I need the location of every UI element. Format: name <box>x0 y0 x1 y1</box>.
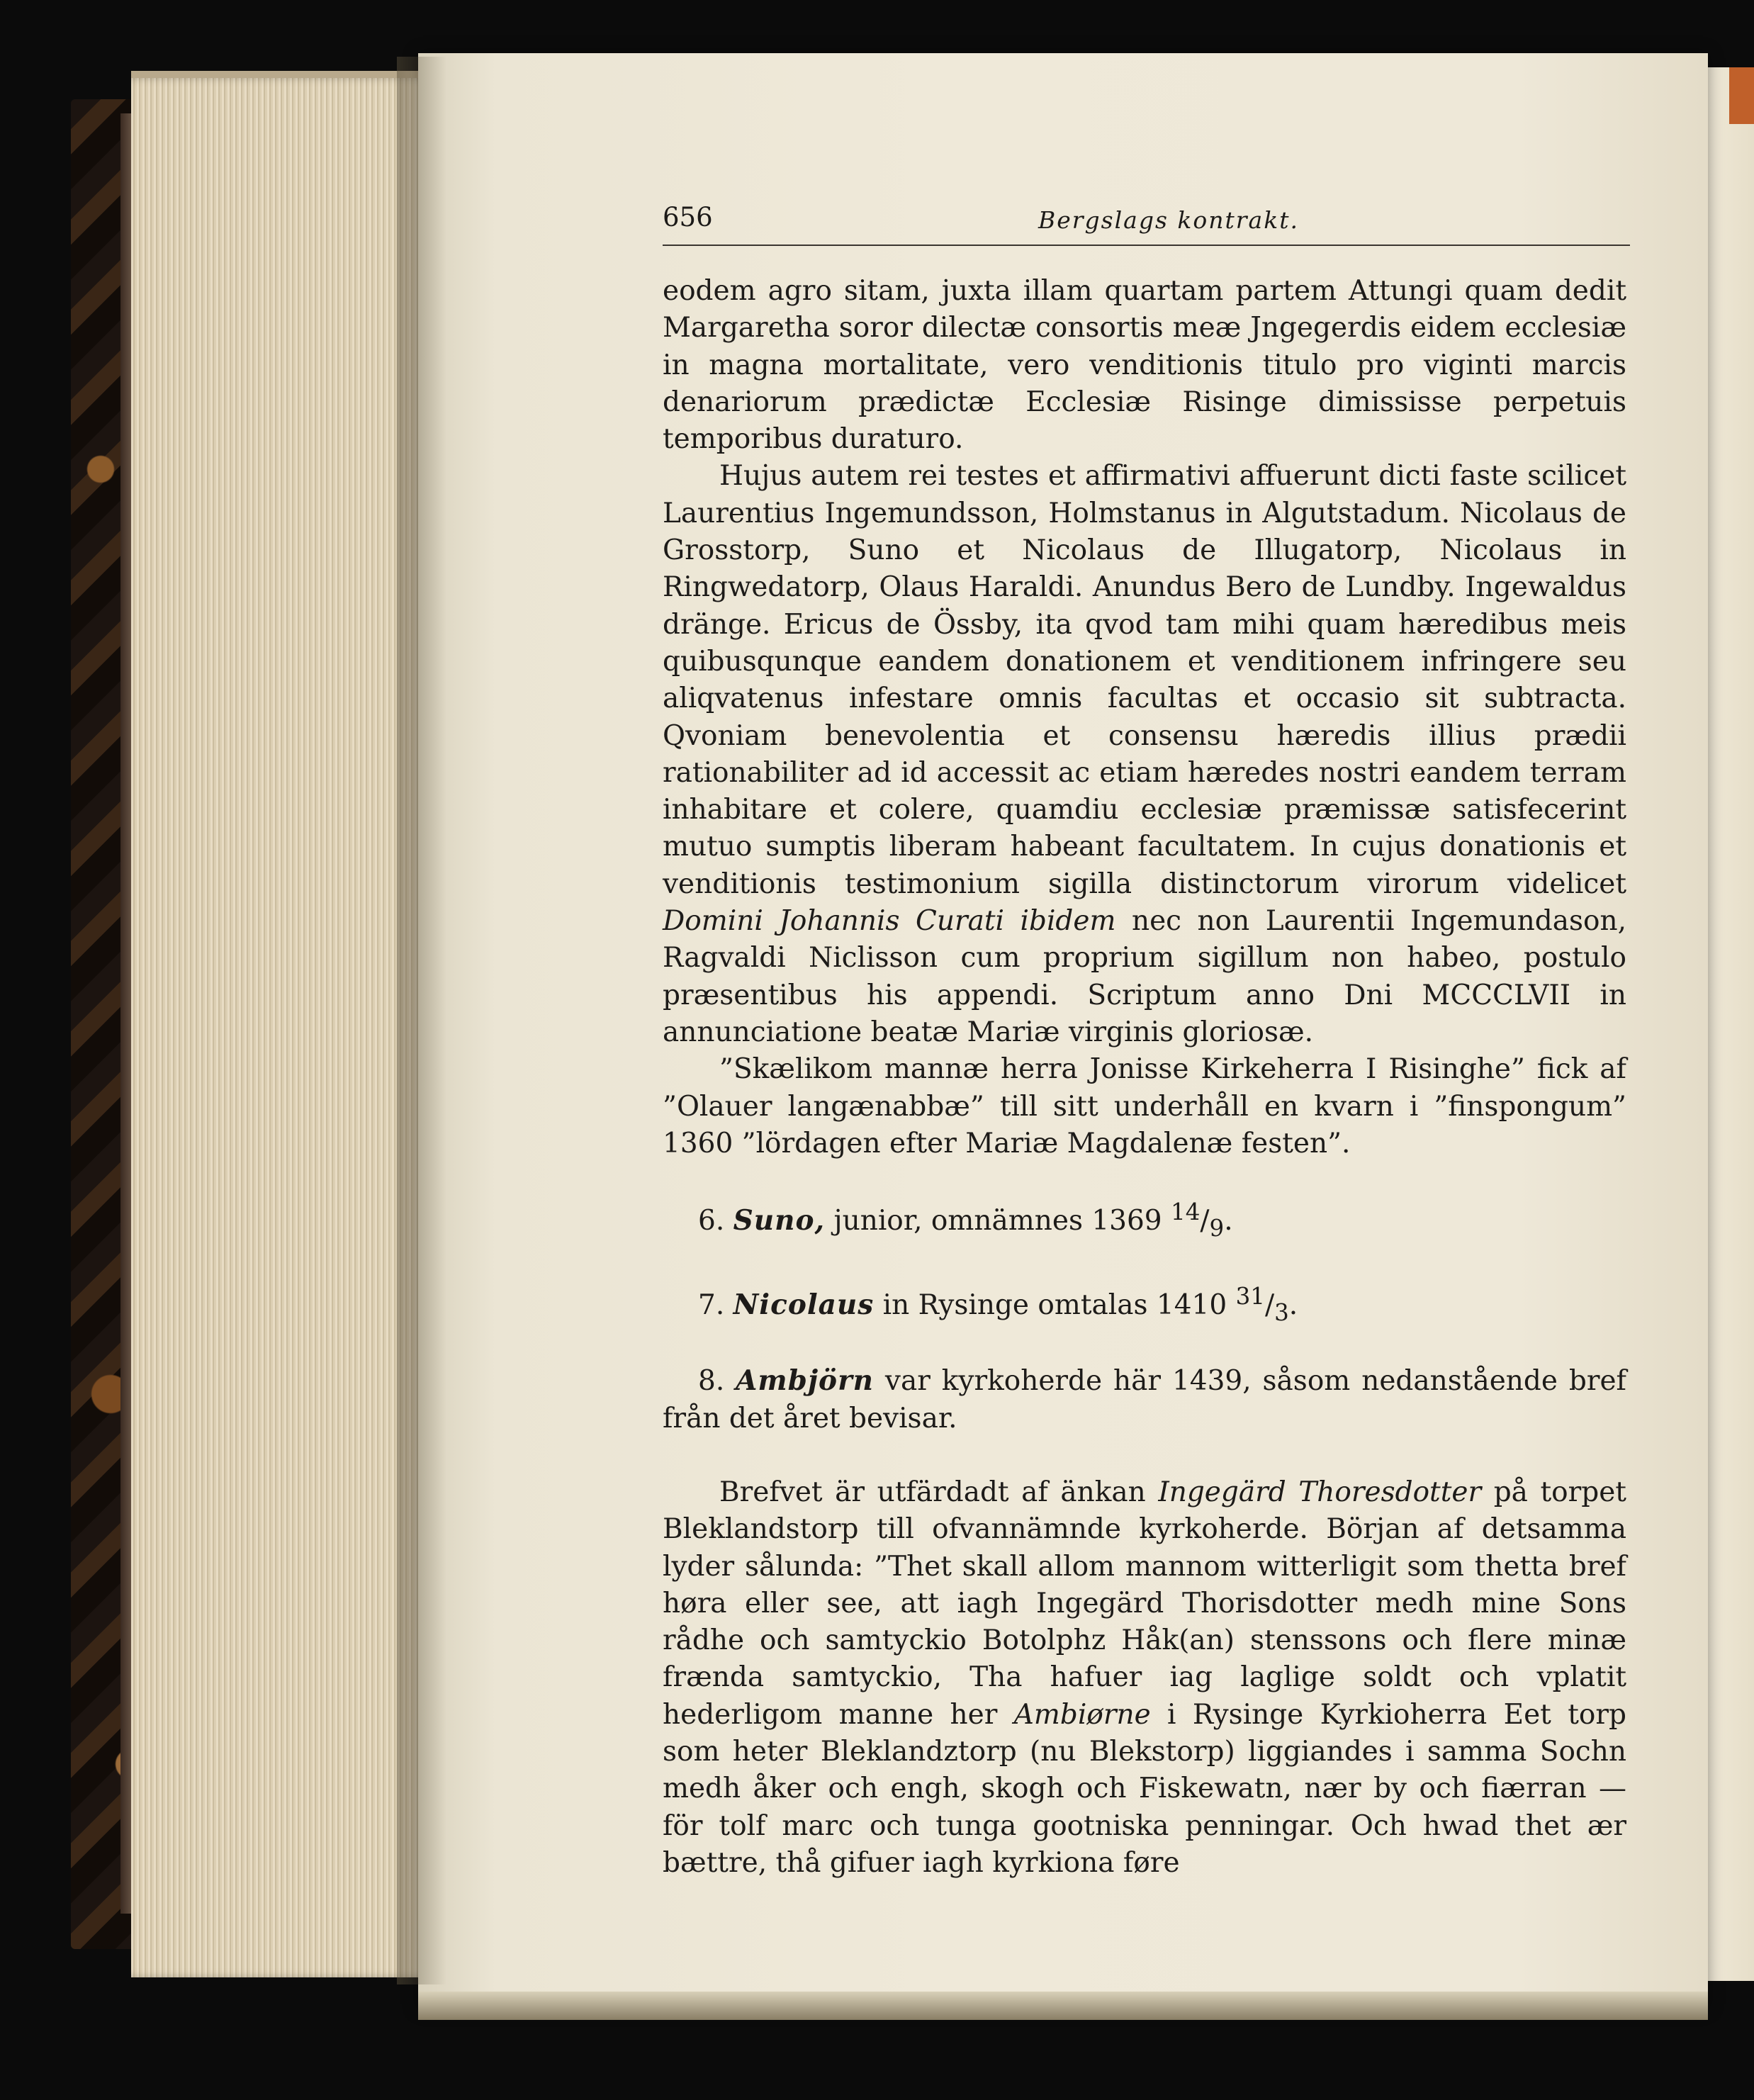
page-number: 656 <box>663 202 713 232</box>
letter-middle: på torpet Bleklandstorp till ofvannämnde kyrkoherde. Början af detsamma lyder sålunda: ”Thet skall allom mannom witterligit som thetta bref høra eller see, att iagh Ingegärd Thorisdotter medh mine Sons rådhe och samtyckio Botolphz Håk(an) stenssons och flere minæ frænda samtyckio, Tha hafuer iag laglige soldt och vplatit hederligom manne her <box>663 1476 1626 1731</box>
paragraph-2-end: nec non Laurentii Ingemundason, Ragvaldi Niclisson cum proprium sigillum non habeo, postulo præsentibus his appendi. Scriptum anno Dni MCCCLVII in annunciatione beatæ Mariæ virginis gloriosæ. <box>663 905 1626 1048</box>
page-bottom-edge <box>418 1992 1708 2020</box>
page-header <box>663 202 1630 246</box>
entry-6: 6. Suno, junior, omnämnes 1369 $^{14}/_9$. <box>698 1198 1233 1242</box>
entry-number: 8. <box>698 1365 725 1398</box>
entry-number: 7. <box>698 1289 725 1322</box>
letter-end: i Rysinge Kyrkioherra Eet torp som heter Bleklandztorp (nu Blekstorp) liggiandes i samma Sochn medh åker och engh, skogh och Fiskewatn, nær by och fiærran — för tolf marc och tunga gootniska penningar. Och hwad thet ær bættre, thå gifuer iagh kyrkiona føre <box>663 1698 1626 1879</box>
entry-7: 7. Nicolaus in Rysinge omtalas 1410 $^{31}/_3$. <box>698 1283 1298 1327</box>
entry-date-sup: 14 <box>1171 1198 1201 1226</box>
page-gutter <box>397 57 446 1984</box>
letter-name-italic: Ingegärd Thoresdotter <box>1158 1476 1482 1508</box>
entry-8 <box>663 1362 1626 1437</box>
paragraph-2-italic: Domini Johannis Curati ibidem <box>663 905 1116 938</box>
letter-paragraph <box>663 1474 1626 1882</box>
entry-name: Suno, <box>733 1204 826 1237</box>
running-title: Bergslags kontrakt. <box>1038 206 1299 234</box>
entry-text: junior, omnämnes 1369 <box>833 1205 1162 1237</box>
entry-name: Nicolaus <box>733 1288 875 1322</box>
page-body <box>663 273 1626 1882</box>
page-edges <box>131 78 436 1977</box>
paragraph-1: eodem agro sitam, juxta illam quartam partem Attungi quam dedit Margaretha soror dilectæ consortis meæ Jngegerdis eidem ecclesiæ in magna mortalitate, vero venditionis titulo pro viginti marcis denariorum prædictæ Ecclesiæ Risinge dimississe perpetuis temporibus duraturo. <box>663 275 1626 456</box>
entry-tail: . <box>1288 1289 1298 1322</box>
entry-name: Ambjörn <box>736 1364 874 1398</box>
entry-date-sub: 3 <box>1274 1299 1289 1327</box>
letter-start: Brefvet är utfärdadt af änkan <box>719 1476 1146 1508</box>
entry-date-sup: 31 <box>1235 1283 1265 1310</box>
entry-text: in Rysinge omtalas 1410 <box>882 1289 1227 1322</box>
paragraph-3: ”Skælikom mannæ herra Jonisse Kirkeherra I Risinghe” fick af ”Olauer langænabbæ” till sitt underhåll en kvarn i ”finspongum” 1360 ”lördagen efter Mariæ Magdalenæ festen”. <box>663 1053 1626 1160</box>
entry-date-sub: 9 <box>1209 1214 1225 1242</box>
paragraph-2 <box>663 458 1626 1051</box>
entry-tail: . <box>1224 1205 1233 1237</box>
entry-text: var kyrkoherde här 1439, såsom nedanstående bref från det året bevisar. <box>663 1365 1626 1434</box>
paragraph-2-text: Hujus autem rei testes et affirmativi affuerunt dicti faste scilicet Laurentius Ingemundsson, Holmstanus in Algutstadum. Nicolaus de Grosstorp, Suno et Nicolaus de Illugatorp, Nicolaus in Ringwedatorp, Olaus Haraldi. Anundus Bero de Lundby. Ingewaldus dränge. Ericus de Össby, ita qvod tam mihi quam hæredibus meis quibusqunque eandem donationem et venditionem infringere seu aliqvatenus infestare omnis facultas et occasio sit subtracta. Qvoniam benevolentia et consensu hæredis illius prædii rationabiliter ad id accessit ac etiam hæredes nostri eandem terram inhabitare et colere, quamdiu ecclesiæ præmissæ satisfecerint mutuo sumptis liberam habeant facultatem. In cujus donationis et venditionis testimonium sigilla distinctorum virorum videlicet <box>663 460 1626 900</box>
letter-italic-2: Ambiørne <box>1013 1698 1151 1731</box>
entry-number: 6. <box>698 1205 725 1237</box>
book-cover-right <box>1729 67 1754 124</box>
